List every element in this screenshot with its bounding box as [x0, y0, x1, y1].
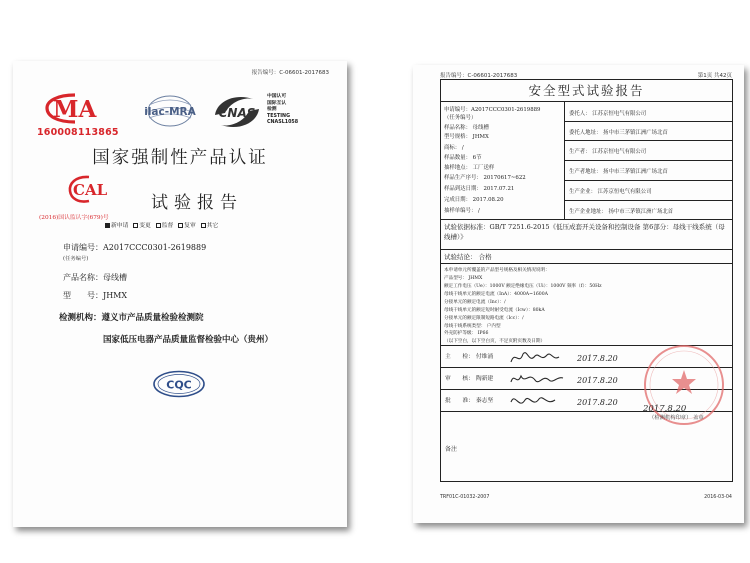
coverage-line: 额定工作电压（Ue）：1000V 额定绝缘电压（Ui）：1000V 频率（f）：50Hz [444, 284, 602, 289]
signature-date: 2017.8.20 [577, 398, 618, 407]
check-change [133, 223, 151, 229]
info-field: 商标： / [444, 145, 464, 151]
page-info: 第1页 共42页 [697, 73, 732, 79]
application-type-checkboxes [105, 220, 221, 229]
cnas-line: CNASL1058 [267, 120, 299, 125]
coverage-section [441, 264, 732, 346]
check-new-application [105, 223, 128, 229]
cal-code: (2016)国认监认字(679)号 [39, 215, 109, 221]
checkbox-icon [201, 223, 206, 228]
cal-logo [67, 174, 108, 204]
coverage-line: 分接单元的额定限制短路电流（Icc）：/ [444, 316, 524, 321]
product-name-row [63, 272, 127, 283]
org-name: 遵义市产品质量检验检测院 [101, 313, 204, 323]
check-label: 其它 [206, 223, 219, 229]
model-value: JHMX [103, 291, 128, 300]
inspector-label: 主 检： 付维涌 [445, 354, 494, 360]
check-label: 变更 [139, 223, 151, 229]
coverage-line: 母线干线单元的额定短时耐受电流（Icw）：80kA [444, 308, 545, 313]
cnas-logo-text: CNAS [218, 106, 256, 120]
divider [565, 121, 732, 122]
seal-label: （检测机构印章） 盖章 [649, 415, 704, 421]
signature-date: 2017.8.20 [577, 376, 618, 385]
certificate-cover-page [13, 61, 347, 527]
application-number-value: A2017CCC0301-2619889 [103, 243, 207, 252]
info-field: 样品名称： 母线槽 [444, 125, 489, 131]
info-field: 样品到达日期： 2017.07.21 [444, 186, 515, 192]
signature-date: 2017.8.20 [577, 354, 618, 363]
info-field: 样品生产序号： 20170617~622 [444, 175, 526, 181]
client-field: 生产企业地址： 扬中市三茅镇江洲广场北首 [569, 209, 674, 215]
report-number: 报告编号：C-06601-2017683 [440, 73, 518, 79]
cma-logo [41, 91, 111, 125]
test-standard-text: 试验依据标准：GB/T 7251.6-2015《低压成套开关设备和控制设备 第6部分：母线干线系统（母线槽）》 [444, 223, 725, 241]
coverage-line: 本申请单元所覆盖的产品型号规格及相关情况说明： [444, 268, 550, 273]
cqc-logo-text: CQC [166, 378, 192, 392]
client-field: 生产者： 江苏京恒电气有限公司 [569, 149, 647, 155]
seal-date: 2017.8.20 [643, 404, 687, 414]
checkbox-icon [156, 223, 161, 228]
divider [565, 200, 732, 201]
application-number-label: 申请编号： [63, 243, 103, 252]
divider [565, 140, 732, 141]
ilac-mra-logo [137, 93, 203, 133]
info-field: 型号规格： JHMX [444, 134, 489, 140]
cnas-logo [209, 93, 265, 133]
sample-details [441, 102, 565, 220]
client-field: 委托人地址： 扬中市三茅镇江洲广场北首 [569, 130, 668, 136]
coverage-line: （以下空白，以下空白页，不足页附页数及日期） [444, 339, 546, 344]
coverage-line: 产品型号： JHMX [444, 276, 483, 281]
check-label: 新申请 [111, 223, 129, 229]
client-field: 委托人： 江苏京恒电气有限公司 [569, 111, 647, 117]
divider [565, 160, 732, 161]
report-subtitle: 试验报告 [151, 193, 243, 213]
cqc-logo [151, 369, 207, 399]
reviewer-signature [505, 368, 635, 390]
org-label: 检测机构： [59, 313, 102, 323]
info-field: 抽样单编号： / [444, 208, 480, 214]
divider [565, 180, 732, 181]
report-table [440, 79, 733, 482]
cnas-description [267, 94, 298, 127]
coverage-line: 外壳防护等级： IP66 [444, 331, 489, 336]
cnas-line: 中国认可 [267, 94, 287, 99]
cnas-line: TESTING [267, 113, 291, 119]
checkbox-icon [105, 223, 110, 228]
inspector-signature [505, 346, 635, 368]
test-standard-section [441, 220, 732, 250]
cnas-line: 检测 [267, 107, 277, 112]
testing-organization-row [59, 311, 204, 323]
check-label: 复审 [184, 223, 196, 229]
test-conclusion: 试验结论： 合格 [441, 250, 732, 264]
check-other [201, 223, 219, 229]
certification-title: 国家强制性产品认证 [92, 148, 268, 168]
cnas-line: 国际互认 [267, 100, 287, 106]
model-label: 型 号： [63, 291, 103, 300]
report-title: 安全型式试验报告 [441, 80, 732, 102]
info-field: （任务编号） [444, 115, 477, 121]
coverage-line: 母线干线系统类型： 户内型 [444, 324, 501, 329]
ilac-logo-text: ilac-MRA [144, 106, 196, 118]
info-field: 申请编号：A2017CCC0301-2619889 [444, 107, 541, 113]
coverage-line: 分接单元的额定电流（Inc）：/ [444, 300, 506, 305]
info-field: 抽样地点： 工厂送样 [444, 165, 495, 171]
approver-signature [505, 390, 635, 412]
checkbox-icon [133, 223, 138, 228]
check-label: 监督 [161, 223, 174, 229]
model-row [63, 290, 127, 301]
reviewer-label: 审 核： 陶新建 [445, 376, 494, 382]
cal-logo-text: CAL [73, 181, 108, 199]
report-number: 报告编号：C-06601-2017683 [251, 70, 329, 76]
client-field: 生产者地址： 扬中市三茅镇江洲广场北首 [569, 169, 668, 175]
cma-logo-text: MA [53, 96, 97, 123]
checkbox-icon [178, 223, 183, 228]
check-review [178, 223, 196, 229]
form-number: TRF01C-01032-2007 [440, 495, 490, 500]
form-date: 2016-03-04 [704, 495, 732, 500]
application-number-row [63, 242, 206, 253]
product-name-label: 产品名称： [63, 273, 103, 282]
info-field: 样品数量： 6节 [444, 155, 482, 161]
sample-info-section [441, 102, 732, 220]
task-number-label: (任务编号) [63, 256, 89, 262]
product-name-value: 母线槽 [103, 273, 127, 282]
check-supervision [156, 223, 174, 229]
remarks-label: 备注 [445, 446, 458, 453]
info-field: 完成日期： 2017.08.20 [444, 197, 504, 203]
cma-code: 160008113865 [37, 127, 119, 138]
approver-label: 批 准： 秦志坚 [445, 398, 494, 404]
client-field: 生产企业： 江苏京恒电气有限公司 [569, 189, 652, 195]
coverage-line: 母线干线单元的额定电流（InA）：4000A~1600A [444, 292, 548, 297]
testing-center-name: 国家低压电器产品质量监督检验中心（贵州） [103, 335, 274, 345]
test-report-page [413, 65, 744, 523]
accreditation-logos [37, 91, 327, 141]
